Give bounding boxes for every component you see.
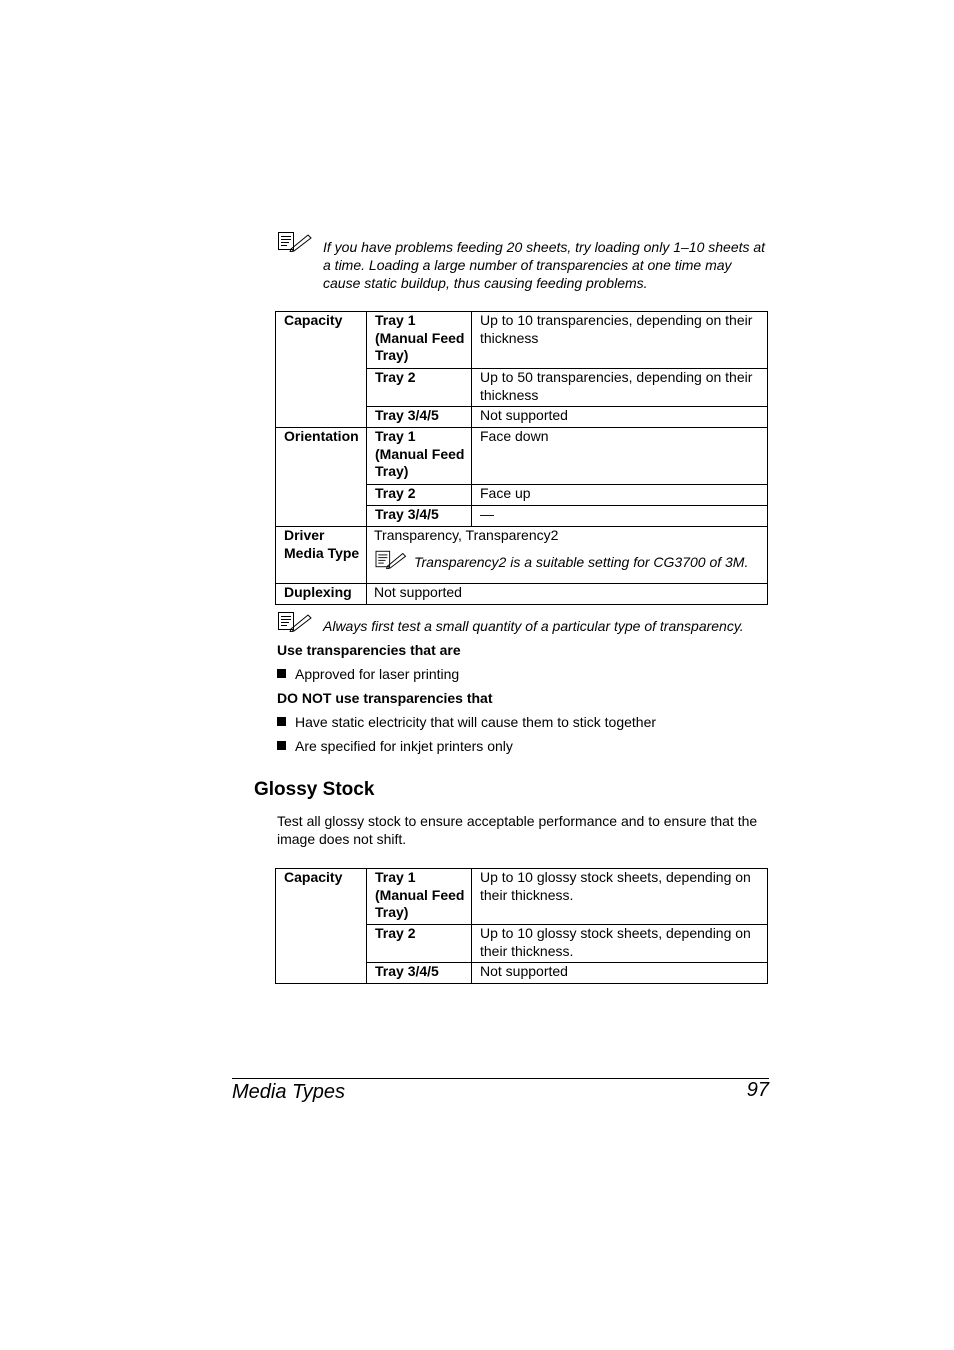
driver-note xyxy=(374,549,763,574)
glossy-spec-table xyxy=(275,868,768,984)
use-heading: Use transparencies that are xyxy=(277,642,461,658)
tray-345-capacity: Not supported xyxy=(472,407,768,428)
footer-divider xyxy=(232,1078,769,1079)
tray-1-label: Tray 1 (Manual Feed Tray) xyxy=(367,312,472,369)
section-title: Glossy Stock xyxy=(254,779,375,800)
driver-media-type-value: Transparency, Transparency2 xyxy=(374,527,559,543)
tray-2-label: Tray 2 xyxy=(367,369,472,407)
tray-345-capacity: Not supported xyxy=(472,963,768,984)
donot-heading: DO NOT use transparencies that xyxy=(277,690,493,706)
driver-media-type-cell xyxy=(367,527,768,584)
bullet-square-icon xyxy=(277,741,286,750)
tray-1-orientation: Face down xyxy=(472,428,768,485)
driver-note-text: Transparency2 is a suitable setting for CG3700 of 3M. xyxy=(414,553,749,570)
driver-media-type-label: Driver Media Type xyxy=(276,527,367,584)
tray-345-label: Tray 3/4/5 xyxy=(367,963,472,984)
capacity-label: Capacity xyxy=(276,869,367,984)
duplexing-value: Not supported xyxy=(367,584,768,605)
tray-2-capacity: Up to 10 glossy stock sheets, depending on their thickness. xyxy=(472,925,768,963)
tray-1-capacity: Up to 10 transparencies, depending on their thickness xyxy=(472,312,768,369)
note-text: If you have problems feeding 20 sheets, try loading only 1–10 sheets at a time. Loading a large number of transparencies at one time may cause static buildup, thus causing feeding problems. xyxy=(323,239,766,291)
note-text: Always first test a small quantity of a particular type of transparency. xyxy=(323,618,744,634)
note-pencil-icon xyxy=(374,549,408,574)
transparency-spec-table xyxy=(275,311,768,605)
tray-345-label: Tray 3/4/5 xyxy=(367,407,472,428)
tray-2-label: Tray 2 xyxy=(367,485,472,506)
footer-section-title: Media Types xyxy=(232,1081,346,1103)
note-pencil-icon xyxy=(277,230,313,257)
orientation-label: Orientation xyxy=(276,428,367,527)
tray-2-label: Tray 2 xyxy=(367,925,472,963)
glossy-intro: Test all glossy stock to ensure acceptable performance and to ensure that the image does not shift. xyxy=(277,813,758,847)
tray-345-orientation: — xyxy=(472,506,768,527)
tray-2-orientation: Face up xyxy=(472,485,768,506)
page-number: 97 xyxy=(746,1079,769,1101)
duplexing-label: Duplexing xyxy=(276,584,367,605)
list-item: Are specified for inkjet printers only xyxy=(277,737,513,755)
bullet-square-icon xyxy=(277,717,286,726)
tray-1-label: Tray 1 (Manual Feed Tray) xyxy=(367,428,472,485)
tray-1-capacity: Up to 10 glossy stock sheets, depending on their thickness. xyxy=(472,869,768,925)
tray-2-capacity: Up to 50 transparencies, depending on their thickness xyxy=(472,369,768,407)
list-item: Have static electricity that will cause them to stick together xyxy=(277,713,656,731)
list-item: Approved for laser printing xyxy=(277,665,459,683)
capacity-label: Capacity xyxy=(276,312,367,428)
tray-1-label: Tray 1 (Manual Feed Tray) xyxy=(367,869,472,925)
bullet-square-icon xyxy=(277,669,286,678)
note-pencil-icon xyxy=(277,610,313,637)
tray-345-label: Tray 3/4/5 xyxy=(367,506,472,527)
